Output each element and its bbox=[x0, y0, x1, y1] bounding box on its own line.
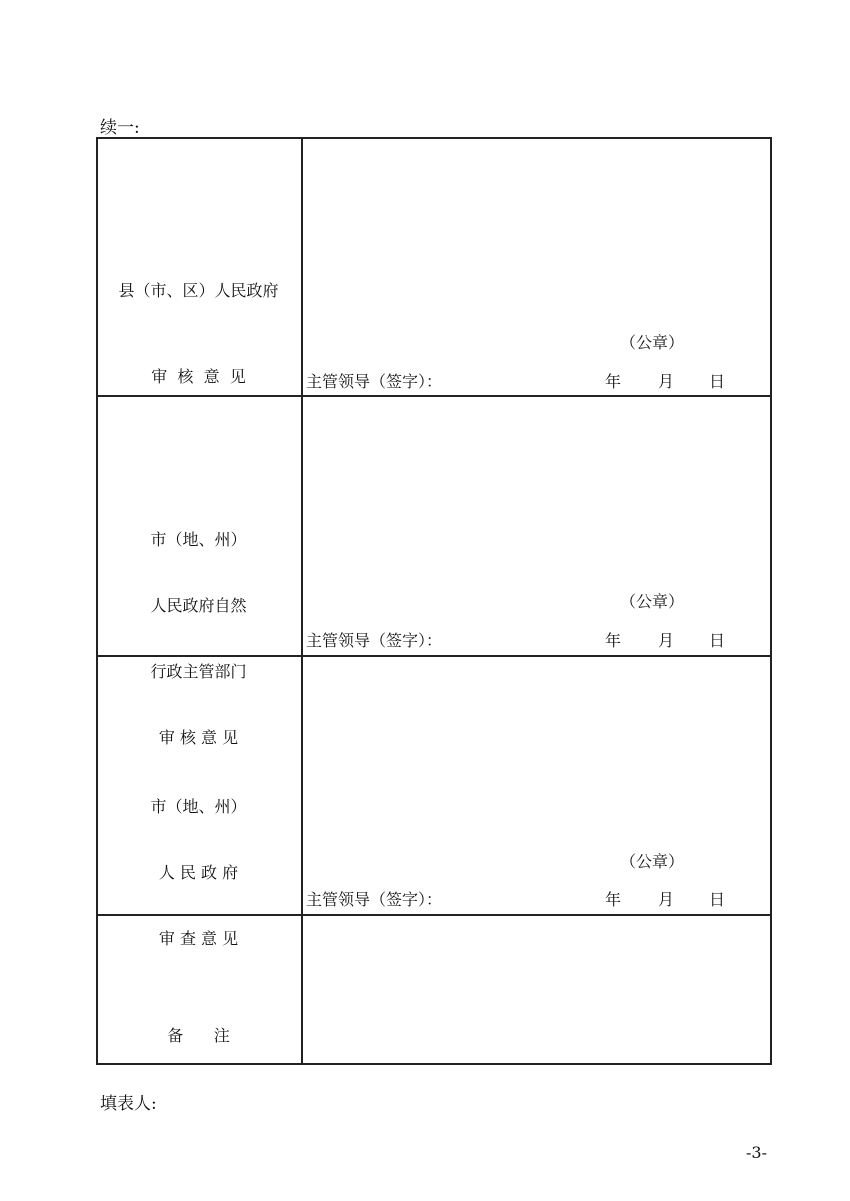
label-line: 市（地、州） bbox=[150, 797, 247, 816]
label-line: 审 核 意 见 bbox=[151, 367, 246, 386]
label-line: 备 注 bbox=[167, 1026, 230, 1045]
section-label-county bbox=[96, 236, 301, 410]
seal-placeholder: （公章） bbox=[620, 333, 685, 352]
page-number: -3- bbox=[746, 1143, 767, 1162]
date-year-label: 年 bbox=[605, 890, 622, 909]
section-label-city-government bbox=[96, 752, 301, 972]
label-line: 县（市、区）人民政府 bbox=[118, 281, 279, 300]
section-label-city-natural-resources bbox=[96, 485, 301, 771]
filler-label: 填表人: bbox=[100, 1094, 157, 1114]
date-day-label: 日 bbox=[709, 372, 726, 391]
date-day-label: 日 bbox=[709, 890, 726, 909]
label-line: 市（地、州） bbox=[150, 530, 247, 549]
seal-placeholder: （公章） bbox=[620, 592, 685, 611]
date-day-label: 日 bbox=[709, 631, 726, 650]
remarks-field[interactable] bbox=[303, 916, 770, 1063]
signature-label[interactable]: 主管领导（签字）： bbox=[306, 631, 443, 650]
label-line: 人民政府自然 bbox=[150, 596, 247, 615]
section-label-remarks bbox=[96, 981, 301, 1069]
signature-label[interactable]: 主管领导（签字）： bbox=[306, 372, 443, 391]
date-month-label: 月 bbox=[658, 372, 675, 391]
label-line: 审 核 意 见 bbox=[158, 728, 239, 747]
signature-label[interactable]: 主管领导（签字）： bbox=[306, 890, 443, 909]
continuation-label: 续一: bbox=[100, 118, 140, 138]
label-line: 行政主管部门 bbox=[150, 662, 247, 681]
date-year-label: 年 bbox=[605, 631, 622, 650]
date-year-label: 年 bbox=[605, 372, 622, 391]
label-line: 审 查 意 见 bbox=[158, 929, 239, 948]
seal-placeholder: （公章） bbox=[620, 852, 685, 871]
date-month-label: 月 bbox=[658, 631, 675, 650]
date-month-label: 月 bbox=[658, 890, 675, 909]
label-line: 人 民 政 府 bbox=[158, 863, 239, 882]
